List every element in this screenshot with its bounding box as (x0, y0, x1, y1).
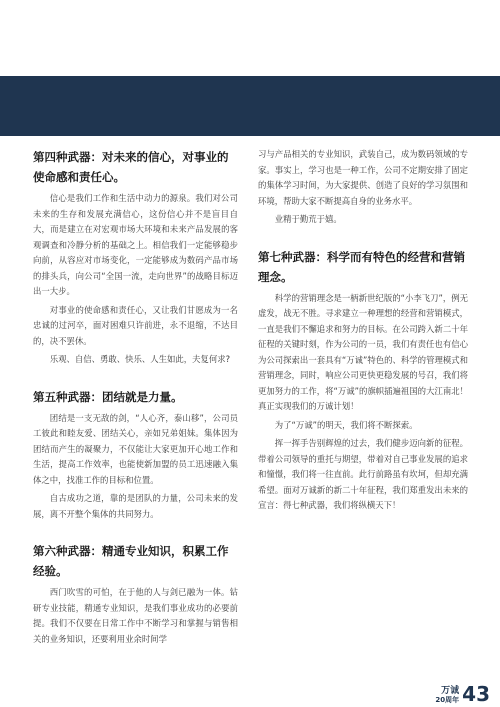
page-number: 43 (462, 682, 490, 706)
footer-brand-name: 万诚 (441, 686, 460, 696)
header-color-band (0, 76, 500, 136)
section-4-paragraph-2: 对事业的使命感和责任心，又让我们甘愿成为一名忠诚的过河卒，面对困难只许前进，永不退缩，不达目的，决不罢休。 (33, 304, 238, 346)
section-4-paragraph-3: 乐观、自信、勇敢、快乐、人生如此，夫复何求? (49, 354, 231, 364)
section-7-heading: 第七种武器：科学而有特色的经营和营销理念。 (258, 249, 465, 284)
section-5-heading: 第五种武器：团结就是力量。 (33, 389, 183, 404)
section-7-paragraph-2: 为了“万诚”的明天，我们将不断探索。 (274, 419, 418, 430)
right-column (258, 147, 468, 517)
section-6-paragraph-1: 西门吹雪的可怕，在于他的人与剑已融为一体。钻研专业技能，精通专业知识，是我们事业成功的必要前提。我们不仅要在日常工作中不断学习和掌握与销售相关的业务知识，还要利用业余时间学 (33, 587, 238, 644)
section-4-heading: 第四种武器：对未来的信心，对事业的使命感和责任心。 (33, 150, 229, 184)
section-5-paragraph-1: 团结是一支无敌的剑，“人心齐，泰山移”，公司员工彼此和睦友爱、团结关心，亲如兄弟姐妹。集体因为团结而产生的凝聚力，不仅能让大家更加开心地工作和生活，提高工作效率，也能使新加盟的员工迅速融入集体之中，找准工作的目标和位置。 (33, 412, 238, 485)
footer-issue-label: 20周年 (435, 696, 460, 704)
section-6-paragraph-2: 业精于勤荒于嬉。 (274, 214, 342, 224)
section-7-paragraph-3: 挥一挥手告别辉煌的过去，我们健步迈向新的征程。带着公司领导的重托与期望，带着对自己事业发展的追求和憧憬，我们将一往直前。此行前路虽有坎坷，但却充满希望。面对万诚新的新二十年征程，我们郑重发出未来的宣言：得七种武器，我们将纵横天下！ (258, 438, 468, 510)
footer-page-mark (435, 684, 490, 704)
section-4-paragraph-1: 信心是我们工作和生活中动力的源泉。我们对公司未来的生存和发展充满信心，这份信心并不是盲目自大，而是建立在对宏观市场大环境和未来产品发展的客观调查和冷静分析的基础之上。相信我们一定能够稳步向前，从容应对市场变化，一定能够成为数码产品市场的排头兵，向公司“全国一流，走向世界”的战略目标迈出一大步。 (33, 193, 238, 296)
section-7-paragraph-1: 科学的营销理念是一柄新世纪版的“小李飞刀”，例无虚发，战无不胜。寻求建立一种理想的经营和营销模式，一直是我们不懈追求和努力的目标。在公司跨入新二十年征程的关键时刻，作为公司的一员，我们有责任也有信心为公司探索出一套具有“万诚”特色的、科学的管理模式和营销理念，同时，响应公司更快更稳发展的号召，我们将更加努力的工作，将“万诚”的旗帜插遍祖国的大江南北！真正实现我们的万诚计划！ (258, 292, 468, 411)
section-6-paragraph-1-continued: 习与产品相关的专业知识，武装自己，成为数码领域的专家。事实上，学习也是一种工作，公司不定期安排了固定的集体学习时间，为大家提供、创造了良好的学习氛围和环境，帮助大家不断提高自身的业务水平。 (258, 149, 468, 206)
section-5-paragraph-2: 自古成功之道，靠的是团队的力量，公司未来的发展，离不开整个集体的共同努力。 (33, 493, 238, 519)
left-column (33, 147, 238, 650)
footer-brand (435, 687, 459, 704)
section-6-heading: 第六种武器：精通专业知识，积累工作经验。 (33, 544, 229, 578)
